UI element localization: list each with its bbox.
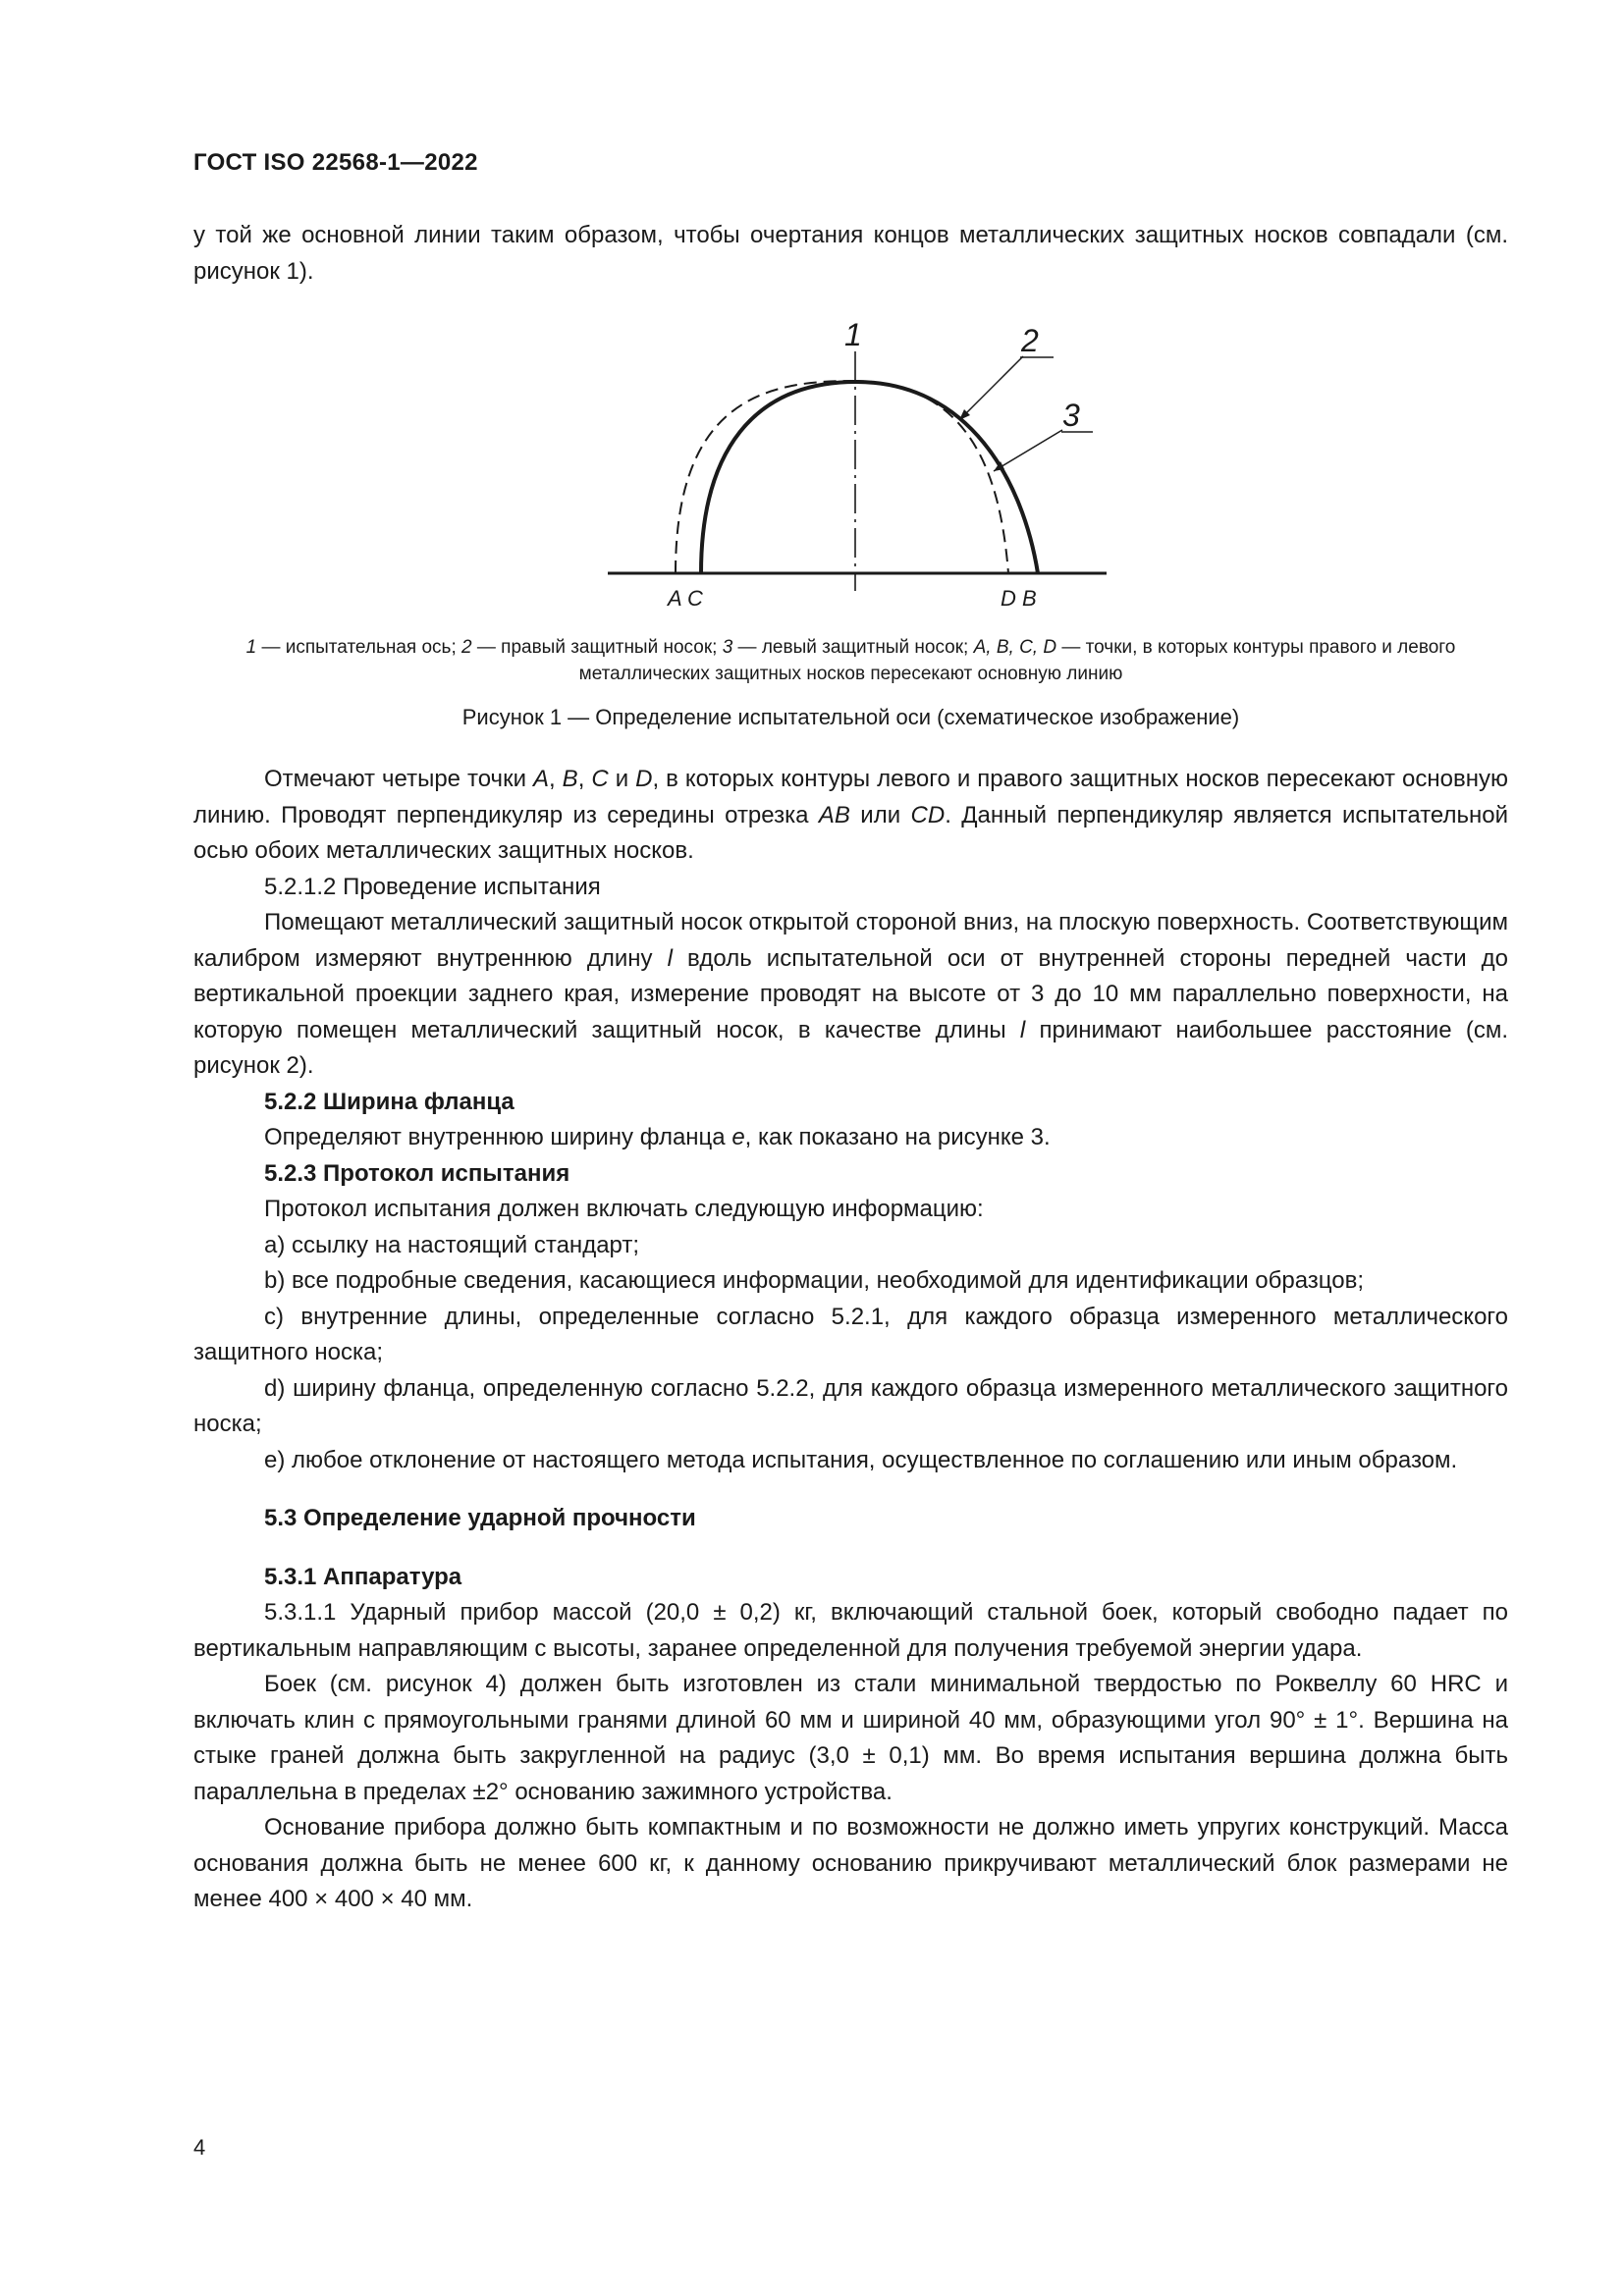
intro-text-block: [193, 218, 1508, 290]
list-item-e: e) любое отклонение от настоящего метода испытания, осуществленное по соглашению или иным образом.: [264, 1446, 1458, 1473]
paragraph-base: Основание прибора должно быть компактным и по возможности не должно иметь упругих конструкций. Масса основания должна быть не менее 600 кг, к данному основанию прикручивают металлический блок размерами не менее 400 × 400 × 40 мм.: [193, 1814, 1508, 1912]
left-toe-contour-right: [851, 381, 1008, 573]
list-item-a: a) ссылку на настоящий стандарт;: [264, 1231, 640, 1258]
points-label-left: A C: [668, 586, 703, 609]
paragraph-points: Отмечают четыре точки A, B, C и D, в которых контуры левого и правого защитных носков пересекают основную линию. Проводят перпендикуляр из середины отрезка AB или CD. Данный перпендикуляр является испытательной осью обоих металлических защитных носков.: [193, 766, 1508, 864]
list-item-c: c) внутренние длины, определенные согласно 5.2.1, для каждого образца измеренного металлического защитного носка;: [193, 1303, 1508, 1365]
figure-1-caption: Рисунок 1 — Определение испытательной оси (схематическое изображение): [461, 705, 1240, 729]
label-1: 1: [844, 317, 862, 352]
section-5-2-1-2-title: 5.2.1.2 Проведение испытания: [264, 873, 601, 900]
leader-line-2: [959, 356, 1023, 420]
figure-1-legend: [193, 634, 1508, 687]
legend-text-4: — точки, в которых контуры правого и левого металлических защитных носков пересекают основную линию: [578, 637, 1456, 684]
list-item-d: d) ширину фланца, определенную согласно 5.2.2, для каждого образца измеренного металлического защитного носка;: [193, 1374, 1508, 1437]
document-code-header: ГОСТ ISO 22568-1—2022: [193, 149, 478, 176]
section-5-2-2-heading: 5.2.2 Ширина фланца: [264, 1088, 514, 1115]
paragraph-measurement: Помещают металлический защитный носок открытой стороной вниз, на плоскую поверхность. Соответствующим калибром измеряют внутреннюю длину l вдоль испытательной оси от внутренней стороны передней части до вертикальной проекции заднего края, измерение проводят на высоте от 3 до 10 мм параллельно поверхности, на которую помещен металлический защитный носок, в качестве длины l принимают наибольшее расстояние (см. рисунок 2).: [193, 909, 1508, 1079]
figure-1: [193, 314, 1508, 609]
paragraph-flange: Определяют внутреннюю ширину фланца e, как показано на рисунке 3.: [264, 1124, 1051, 1150]
section-5-2-3-heading: 5.2.3 Протокол испытания: [264, 1159, 570, 1187]
points-label-right: D B: [1001, 586, 1037, 609]
legend-num-3: 3: [722, 637, 733, 658]
page-number: 4: [193, 2135, 206, 2160]
paragraph-apparatus: 5.3.1.1 Ударный прибор массой (20,0 ± 0,2) кг, включающий стальной боек, который свободно падает по вертикальным направляющим с высоты, заранее определенной для получения требуемой энергии удара.: [193, 1599, 1508, 1662]
section-5-3-1-heading: 5.3.1 Аппаратура: [264, 1563, 462, 1590]
leader-line-3: [994, 430, 1062, 471]
list-item-b: b) все подробные сведения, касающиеся информации, необходимой для идентификации образцов;: [264, 1267, 1365, 1294]
intro-paragraph: у той же основной линии таким образом, чтобы очертания концов металлических защитных носков совпадали (см. рисунок 1).: [193, 222, 1508, 285]
legend-num-2: 2: [461, 637, 472, 658]
label-3: 3: [1062, 398, 1080, 433]
legend-num-1: 1: [245, 637, 257, 658]
label-2: 2: [1021, 323, 1039, 358]
section-5-3-heading: 5.3 Определение ударной прочности: [264, 1505, 696, 1531]
right-toe-contour-right: [856, 382, 1038, 573]
legend-text-3: — левый защитный носок;: [732, 637, 974, 658]
right-toe-contour-left: [701, 382, 856, 573]
legend-text-1: — испытательная ось;: [256, 637, 462, 658]
paragraph-striker: Боек (см. рисунок 4) должен быть изготовлен из стали минимальной твердостью по Роквеллу 60 HRC и включать клин с прямоугольными гранями длиной 60 мм и шириной 40 мм, образующими угол 90° ± 1°. Вершина на стыке граней должна быть закругленной на радиус (3,0 ± 0,1) мм. Во время испытания вершина должна быть параллельна в пределах ±2° основанию зажимного устройства.: [193, 1671, 1508, 1805]
figure-1-drawing: [193, 314, 1508, 609]
paragraph-protocol: Протокол испытания должен включать следующую информацию:: [264, 1196, 984, 1222]
legend-points: A, B, C, D: [973, 637, 1057, 658]
main-text-block: [193, 762, 1508, 1918]
legend-text-2: — правый защитный носок;: [471, 637, 723, 658]
